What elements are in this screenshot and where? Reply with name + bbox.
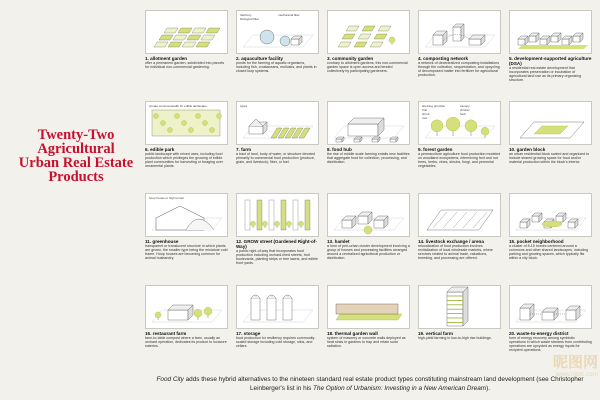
product-text <box>509 56 592 97</box>
product-row <box>145 10 594 98</box>
product-title: 15. pocket neighborhood <box>509 239 564 244</box>
product-description: high-yield farming in low-to-high rise buildings. <box>418 336 492 340</box>
title-line: Urban Real Estate <box>18 155 134 171</box>
drawing-label: private commonwealth for edible landscape <box>149 104 207 108</box>
product-row <box>145 101 594 189</box>
caption-middle: adds these hybrid alternatives to the nineteen standard real estate product types constituting mainstream land development (see Christopher Leinberger's list in his <box>183 376 584 392</box>
product-description: an urban residential block scaled and organized to include shared growing space for food and/or material production within the block's interior. <box>509 152 590 165</box>
product-title: 2. aquaculture facility <box>236 56 283 61</box>
product-text <box>418 239 501 280</box>
product-illustration <box>145 10 228 54</box>
product-drawing <box>510 194 591 236</box>
product-text <box>236 147 319 188</box>
product-row <box>145 193 594 281</box>
product-illustration <box>509 285 592 329</box>
product-card <box>327 10 410 98</box>
product-title: 11. greenhouse <box>145 239 179 244</box>
drawing-label: root <box>422 116 428 120</box>
product-card <box>509 193 592 281</box>
product-title: 12. GROW street (Gardened Right-of-Way) <box>236 239 317 249</box>
product-text <box>145 147 228 188</box>
product-illustration <box>327 10 410 54</box>
drawing-label: shrub <box>422 112 430 116</box>
product-title: 7. farm <box>236 147 252 152</box>
drawing-label: herb <box>460 112 467 116</box>
drawing-label: canopy <box>460 104 470 108</box>
product-title: 3. community garden <box>327 56 374 61</box>
product-description: a form of peri-urban cluster development involving a group of houses and processing facilities arranged around a centralized agricultural production or distribution. <box>327 244 410 261</box>
title-line: Products <box>48 169 104 185</box>
product-drawing <box>146 11 227 53</box>
product-card <box>418 101 501 189</box>
product-description: relocalization of food production involves revitalization of local wholesale markets, where services related to animal trade, valuations, breeding, and processing are offered. <box>418 244 493 261</box>
drawing-label: hatchery <box>240 13 252 17</box>
product-text <box>327 56 410 97</box>
product-illustration <box>327 285 410 329</box>
product-text <box>418 56 501 97</box>
caption-end: ). <box>486 384 491 392</box>
product-card <box>327 101 410 189</box>
product-card <box>145 193 228 281</box>
product-description: form of energy recovery among symbiotic operations in which waste streams from contributing operations are upcycled as energy inputs for recipient operations. <box>509 336 592 353</box>
product-illustration <box>509 193 592 237</box>
product-card <box>145 101 228 189</box>
product-description: food production for resiliency requires community-scaled storage including cold storage, silos, and cellars. <box>236 336 316 349</box>
product-card <box>236 193 319 281</box>
product-card <box>236 10 319 98</box>
product-drawing <box>419 286 500 328</box>
product-card <box>327 285 410 373</box>
product-description: a network of decentralized composting installations through the collection, sequestration, and upcycling of decomposed matter into fertilizer for agricultural production. <box>418 61 500 78</box>
product-drawing <box>328 194 409 236</box>
product-card <box>236 101 319 189</box>
product-text <box>327 239 410 280</box>
product-drawing <box>328 102 409 144</box>
product-card <box>509 10 592 98</box>
product-description: a tract of land, body of water, or structure devoted primarily to commercial food production (produce, grain, and livestock), fiber, or fuel. <box>236 152 316 165</box>
drawing-label: mechanical filter <box>278 13 300 17</box>
product-drawing <box>237 11 318 53</box>
product-illustration <box>418 285 501 329</box>
product-drawing <box>328 11 409 53</box>
product-illustration <box>418 101 501 145</box>
caption-lead: Food City <box>156 376 184 383</box>
product-drawing <box>510 11 591 53</box>
product-drawing <box>146 102 227 144</box>
drawing-label: biological filter <box>240 17 260 21</box>
title-line: Agricultural <box>37 141 115 157</box>
product-title: 14. livestock exchange / arena <box>418 239 484 244</box>
product-description: ponds for the farming of aquatic organisms, including fish, crustaceans, mollusks, and plants in closed loop systems. <box>236 61 317 74</box>
product-title: 4. composting network <box>418 56 469 61</box>
product-drawing <box>237 102 318 144</box>
drawing-label: hoop house or high tunnel <box>149 196 184 200</box>
product-title: 8. food hub <box>327 147 352 152</box>
product-description: a permaculture agriculture food production modeled on woodland ecosystems, intermixing fruit and nut trees, herbs, vines, shrubs, fungi, and perennial vegetables. <box>418 152 501 169</box>
product-card <box>418 10 501 98</box>
product-description: contrary to allotment gardens, this non-commercial garden space is open access and tended collectively by participating gardeners. <box>327 61 408 74</box>
product-drawing <box>419 194 500 236</box>
product-text <box>145 331 228 372</box>
product-text <box>418 147 501 188</box>
product-description: a residential real estate development that incorporates preservation or incubation of agricultural land use as its primary organizing structure. <box>509 66 582 83</box>
product-title: 16. restaurant farm <box>145 331 187 336</box>
product-drawing <box>419 102 500 144</box>
product-text <box>236 56 319 97</box>
product-text <box>145 56 228 97</box>
product-title: 17. storage <box>236 331 261 336</box>
product-illustration <box>418 193 501 237</box>
drawing-label: shelving principle <box>422 104 446 108</box>
product-illustration <box>418 10 501 54</box>
product-drawing <box>510 286 591 328</box>
product-description: public landscape with mixed uses, including food production which privileges the growing of edible plant communities for harvesting or foraging over ornamental plants. <box>145 152 223 169</box>
product-title: 6. edible park <box>145 147 175 152</box>
watermark <box>512 353 598 393</box>
product-text <box>327 147 410 188</box>
product-description: a public right-of-way that incorporates food production including orchard-lined streets, fruit boulevards, planting strips or tree lawns, and edible front yards. <box>236 249 318 266</box>
product-illustration <box>236 101 319 145</box>
watermark-chars: 昵图网 <box>552 353 598 371</box>
product-text <box>509 147 592 188</box>
drawing-label: climber <box>460 108 470 112</box>
product-card <box>327 193 410 281</box>
product-card <box>145 285 228 373</box>
product-card <box>509 101 592 189</box>
caption-book: The Option of Urbanism: Investing in a New American Dream <box>313 384 487 392</box>
product-title: 20. waste-to-energy district <box>509 331 569 336</box>
product-drawing <box>419 11 500 53</box>
product-drawing <box>510 102 591 144</box>
drawing-label: fruit <box>422 108 428 112</box>
product-description: system of masonry or concrete walls deployed as heat sinks in gardens to trap and retain solar radiation. <box>327 336 406 349</box>
product-text <box>327 331 410 372</box>
product-illustration <box>236 285 319 329</box>
product-illustration <box>145 193 228 237</box>
product-drawing <box>146 286 227 328</box>
watermark-url: www.nipic.com <box>555 371 598 378</box>
product-title: 10. garden block <box>509 147 546 152</box>
product-description: offer a permanent garden, subdivided into parcels for individual non-commercial gardening. <box>145 61 225 70</box>
product-illustration <box>509 10 592 54</box>
title-line: Twenty-Two <box>37 127 115 143</box>
product-card <box>418 193 501 281</box>
product-description: a cluster of 8-15 homes centered around a commons and other shared landscapes, including parking and growing spaces, which typically fits within a city block. <box>509 244 589 261</box>
product-description: farm-to-table compost where a farm, usually an orchard operation, dedicates its product to locavore eateries. <box>145 336 227 349</box>
product-description: transparent or translucent structure in which plants are grown, the smaller type being the miniature cold frame. Hoop houses are becoming common for animal husbandry. <box>145 244 228 261</box>
product-text <box>418 331 501 372</box>
product-illustration <box>145 285 228 329</box>
product-description: the rise of middle scale farming entails new facilities that aggregate food for collection, processing, and distribution. <box>327 152 410 165</box>
drawing-label: types <box>240 104 248 108</box>
product-title: 19. vertical farm <box>418 331 453 336</box>
product-illustration <box>327 101 410 145</box>
product-title: 1. allotment garden <box>145 56 188 61</box>
product-illustration <box>236 193 319 237</box>
product-text <box>236 239 319 280</box>
product-text <box>509 239 592 280</box>
product-drawing <box>237 286 318 328</box>
product-title: 18. thermal garden wall <box>327 331 378 336</box>
poster-title <box>6 128 146 184</box>
product-illustration <box>145 101 228 145</box>
product-illustration <box>236 10 319 54</box>
product-card <box>418 285 501 373</box>
product-text <box>236 331 319 372</box>
product-title: 5. development-supported agriculture (DSA) <box>509 56 592 66</box>
product-illustration <box>327 193 410 237</box>
product-card <box>236 285 319 373</box>
product-drawing <box>237 194 318 236</box>
product-card <box>145 10 228 98</box>
product-drawing <box>146 194 227 236</box>
product-title: 9. forest garden <box>418 147 453 152</box>
product-title: 13. hamlet <box>327 239 350 244</box>
product-text <box>145 239 228 280</box>
product-illustration <box>509 101 592 145</box>
product-drawing <box>328 286 409 328</box>
